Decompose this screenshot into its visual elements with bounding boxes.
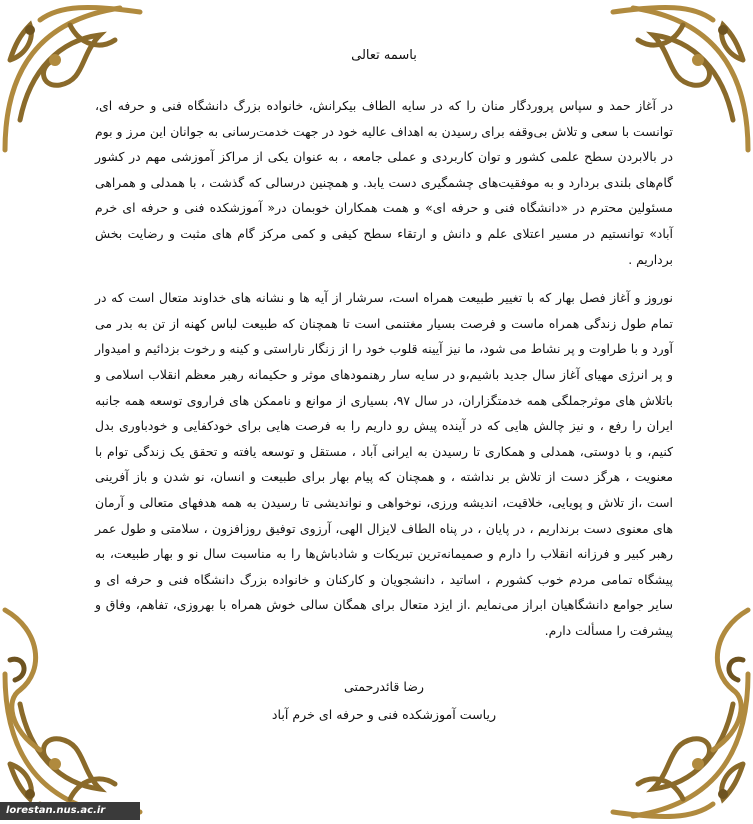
signer-name: رضا قائدرحمتی	[343, 679, 425, 695]
letter-heading: باسمه تعالی	[351, 48, 417, 63]
letter-body	[95, 48, 673, 729]
ornament-side-left	[0, 600, 60, 760]
paragraph-nowruz: نوروز و آغاز فصل بهار که با تغییر طبیعت همراه است، سرشار از آیه ها و نشانه های خداوند متعال است که در تمام طول زندگی همراه ماست و فرصت بسیار مغتنمی است تا همچنان که طبیعت لباس کهنه از تن به بدر می آورد و با طراوت و پر نشاط می شود، ما نیز آیینه قلوب خود را از زنگار ناراستی و کینه و رخوت بزدائیم و امیدوار و پر انرژی مهیای آغاز سال جدید باشیم،و در سایه سار رهنمودهای موثر و حکیمانه رهبر معظم انقلاب اسلامی و باتلاش های موثرجملگی همه خدمتگزاران، در سال ۹۷، بسیاری از موانع و ناممکن های فراروی توسعه همه جانبه ایران را رفع ، و نیز چالش هایی که در آینده پیش رو داریم را به فرصت هایی برای خودکفایی و خودباوری بدل کنیم، و با دوستی، همدلی و همکاری تا رسیدن به ایرانی آباد ، مستقل و توسعه یافته و تحقق یک زندگی توام با معنویت ، هرگز دست از تلاش بر نداشته ، و همچنان که پیام بهار برای طبیعت و انسان، نو شدن و باز آفرینی است ،از تلاش و پویایی، خلاقیت، اندیشه ورزی، نوخواهی و نواندیشی تا رسیدن به همه هدفهای متعالی و آرمان های معنوی دست برنداریم ، در پایان ، در پناه الطاف لایزال الهی، آرزوی توفیق روزافزون ، سلامتی و طول عمر رهبر کبیر و فرزانه انقلاب را دارم و صمیمانه‌ترین تبریکات و شادباش‌ها را به مناسبت سال نو و بهار طبیعت، به پیشگاه تمامی مردم خوب کشورم ، اساتید ، دانشجویان و کارکنان و خانواده بزرگ دانشگاه فنی و حرفه ای و سایر جوامع دانشگاهیان ابراز می‌نمایم .از ایزد متعال برای همگان سالی خوش همراه با بهروزی، تفاهم، وفاق و پیشرفت را مسألت دارم.	[95, 290, 674, 638]
signer-title: ریاست آموزشکده فنی و حرفه ای خرم آباد	[271, 707, 497, 723]
ornament-side-right	[693, 600, 753, 760]
paragraph-intro: در آغاز حمد و سپاس پروردگار منان را که در سایه الطاف بیکرانش، خانواده بزرگ دانشگاه فنی و حرفه ای، توانست با سعی و تلاش بی‌وقفه برای رسیدن به اهداف عالیه خود در جهت خدمت‌رسانی به جوانان این مرز و بوم در بالابردن سطح علمی کشور و توان کاربردی و عملی جامعه ، به عنوان یکی از مراکز آموزشی مهم در کشور گام‌های بلندی بردارد و به موفقیت‌های چشمگیری دست یابد. و همچنین درسالی که گذشت ، با همدلی و همراهی مسئولین محترم در «دانشگاه فنی و حرفه ای» و همت همکاران خوبمان در« آموزشکده فنی و حرفه ای خرم آباد» توانستیم در مسیر اعتلای علم و دانش و ارتقاء سطح کیفی و کمی مرکز گام های مثبت و رضایت بخش برداریم .	[95, 98, 673, 267]
signature-block	[95, 673, 673, 729]
site-watermark: lorestan.nus.ac.ir	[0, 802, 140, 820]
